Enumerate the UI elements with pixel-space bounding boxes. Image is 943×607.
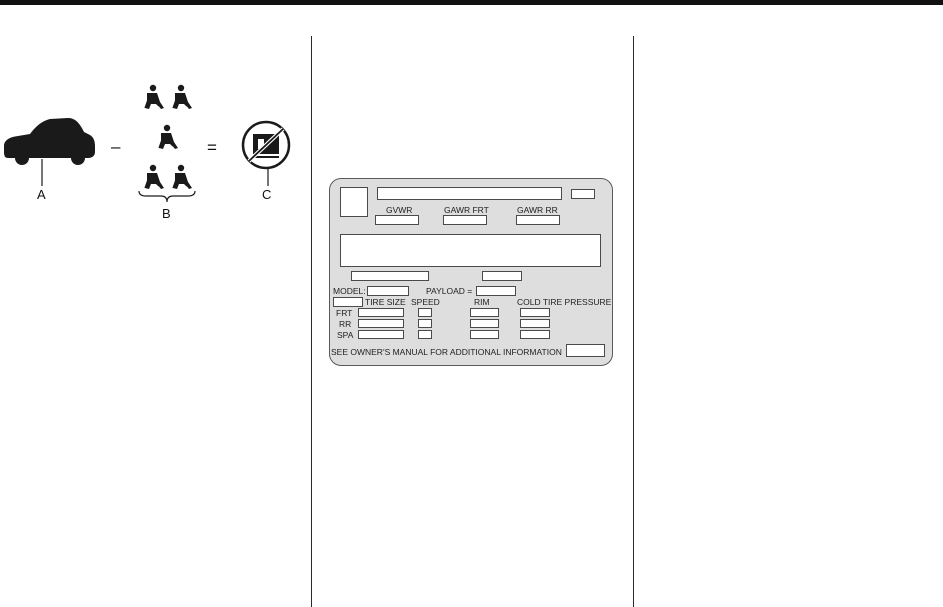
part-number-field: [566, 344, 605, 357]
model-label: MODEL:: [333, 286, 366, 296]
spare-pressure-field: [520, 330, 550, 339]
seatbelt-occupant-icon: [145, 85, 192, 189]
front-pressure-field: [520, 308, 550, 317]
owners-manual-note: SEE OWNER'S MANUAL FOR ADDITIONAL INFORMATION: [331, 347, 562, 357]
label-a: A: [37, 187, 46, 202]
front-rim-field: [470, 308, 499, 317]
gawr-rear-label: GAWR RR: [517, 205, 558, 215]
row-label-front: FRT: [336, 308, 353, 318]
model-field: [367, 286, 409, 296]
equals-operator: =: [207, 138, 217, 157]
payload-label: PAYLOAD =: [426, 286, 473, 296]
rear-rim-field: [470, 319, 499, 328]
tire-size-header: TIRE SIZE: [365, 297, 406, 307]
statement-field: [340, 234, 601, 267]
spare-rim-field: [470, 330, 499, 339]
brace-b: [139, 191, 195, 202]
gawr-front-label: GAWR FRT: [444, 205, 489, 215]
manufacturer-field: [377, 187, 562, 200]
spare-speed-field: [418, 330, 432, 339]
gvwr-label: GVWR: [386, 205, 413, 215]
type-field: [482, 271, 522, 281]
vin-field: [351, 271, 429, 281]
spare-tire-size-field: [358, 330, 404, 339]
minus-operator: –: [111, 137, 121, 156]
label-b: B: [162, 206, 171, 221]
payload-field: [476, 286, 516, 296]
row-label-rear: RR: [339, 319, 352, 329]
front-speed-field: [418, 308, 432, 317]
certification-tire-label: [329, 178, 613, 366]
label-c: C: [262, 187, 272, 202]
rear-tire-size-field: [358, 319, 404, 328]
column-divider-left: [311, 36, 312, 607]
tire-code-field: [333, 297, 363, 307]
speed-header: SPEED: [411, 297, 440, 307]
gawr-front-field: [443, 215, 487, 225]
cold-tire-pressure-header: COLD TIRE PRESSURE: [517, 297, 612, 307]
row-label-spare: SPA: [337, 330, 354, 340]
rim-header: RIM: [474, 297, 490, 307]
no-cargo-icon: [243, 122, 289, 168]
rear-speed-field: [418, 319, 432, 328]
gvwr-field: [375, 215, 419, 225]
front-tire-size-field: [358, 308, 404, 317]
rear-pressure-field: [520, 319, 550, 328]
vehicle-capacity-illustration: [0, 0, 310, 240]
gawr-rear-field: [516, 215, 560, 225]
column-divider-right: [633, 36, 634, 607]
logo-box: [340, 187, 368, 217]
car-icon: [4, 118, 95, 165]
date-field: [571, 189, 595, 199]
